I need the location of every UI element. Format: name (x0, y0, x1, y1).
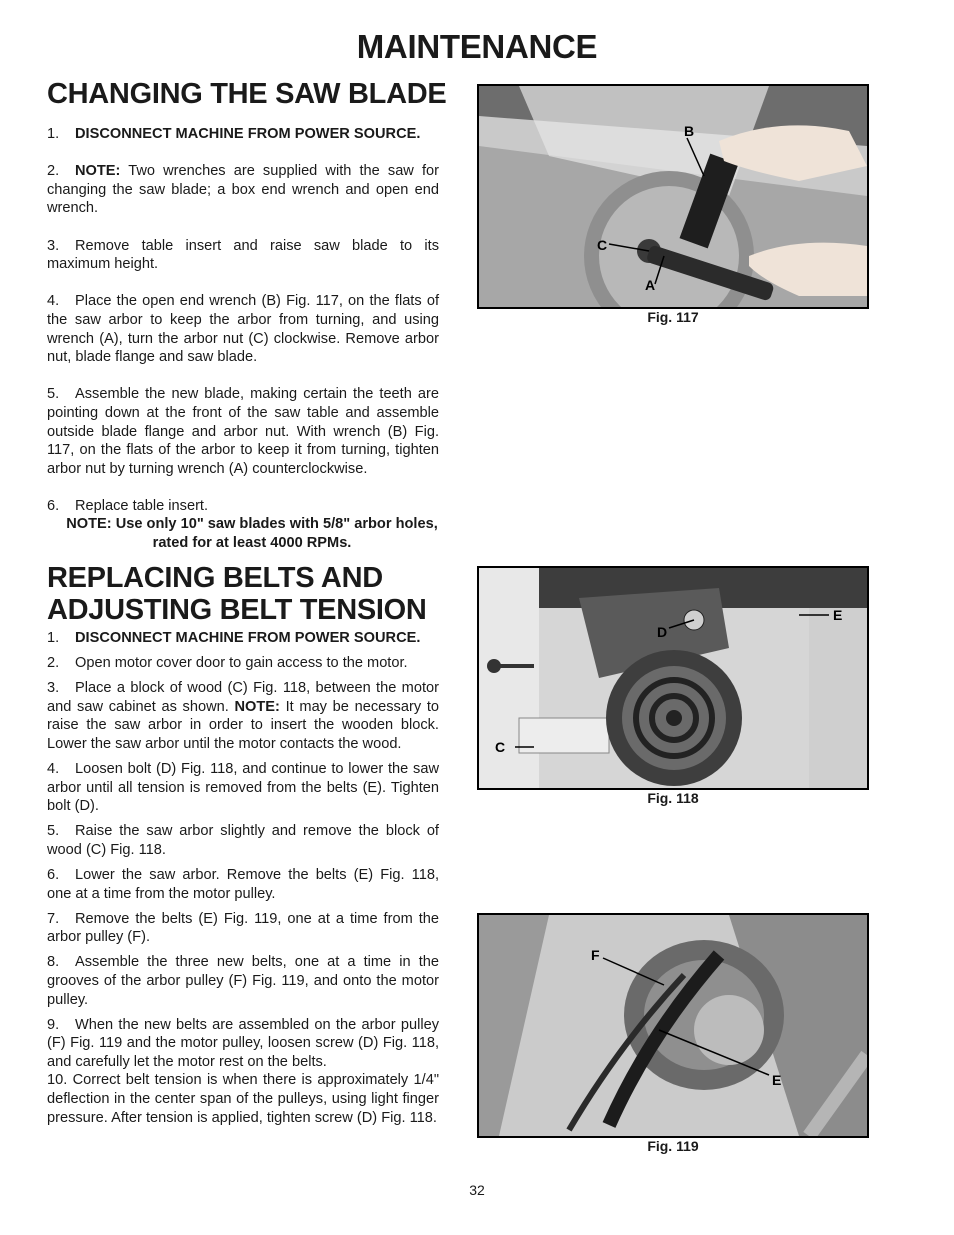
belt-step-8: 8. Assemble the three new belts, one at a time in the grooves of the arbor pulley (F) Fig. 119, and onto the motor pulley. (47, 954, 439, 1008)
page-number: 32 (469, 1182, 485, 1198)
figure-117-caption: Fig. 117 (647, 309, 699, 325)
figure-119-photo (477, 913, 869, 1138)
belt-step-10: 10. Correct belt tension is when there is approximately 1/4" deflection in the center span of the pulleys, using light finger pressure. After tension is applied, tighten screw (D) Fig. 118. (47, 1072, 439, 1126)
belt-step-2: 2. Open motor cover door to gain access to the motor. (47, 655, 408, 672)
page-title: MAINTENANCE (356, 28, 598, 65)
callout-b: B (684, 123, 695, 139)
belt-step-3: 3. Place a block of wood (C) Fig. 118, between the motor and saw cabinet as shown. NOTE: It may be necessary to raise the saw arbor in order to insert the wooden block. Lower the saw arbor until the motor contacts the wood. (47, 680, 439, 752)
saw-step-4: 4. Place the open end wrench (B) Fig. 117, on the flats of the saw arbor to keep the arbor from turning, and using wrench (A), turn the arbor nut (C) clockwise. Remove arbor nut, blade flange and saw blade. (47, 293, 439, 366)
saw-step-5: 5. Assemble the new blade, making certain the teeth are pointing down at the front of the saw table and assemble outside blade flange and arbor nut. With wrench (B) Fig. 117, on the flats of the arbor to keep it from turning, tighten arbor nut by turning wrench (A) counterclockwise. (47, 386, 439, 477)
section-heading-saw-blade: CHANGING THE SAW BLADE (47, 78, 447, 110)
belt-step-9: 9. When the new belts are assembled on the arbor pulley (F) Fig. 119 and the motor pulley, loosen screw (D) Fig. 118, and carefully let the motor rest on the belts. (47, 1016, 439, 1070)
belt-step-7: 7. Remove the belts (E) Fig. 119, one at a time from the arbor pulley (F). (47, 910, 439, 946)
callout-e: E (833, 607, 843, 623)
figure-118-photo (477, 566, 869, 790)
belt-steps (47, 629, 439, 1134)
callout-f: F (591, 947, 600, 963)
saw-step-6: 6. Replace table insert. (47, 497, 209, 514)
belt-step-4: 4. Loosen bolt (D) Fig. 118, and continue to lower the saw arbor until all tension is removed from the belts (E). Tighten bolt (D). (47, 761, 439, 815)
saw-step-3: 3. Remove table insert and raise saw blade to its maximum height. (47, 237, 439, 273)
saw-step-1: 1. DISCONNECT MACHINE FROM POWER SOURCE. (47, 126, 421, 142)
belt-step-6: 6. Lower the saw arbor. Remove the belts (E) Fig. 118, one at a time from the motor pulley. (47, 867, 439, 902)
callout-a: A (645, 277, 656, 293)
callout-c: C (597, 237, 608, 253)
belt-step-1: 1. DISCONNECT MACHINE FROM POWER SOURCE. (47, 630, 421, 646)
figure-117-photo (477, 84, 869, 309)
callout-d: D (657, 624, 668, 640)
figure-119-caption: Fig. 119 (647, 1138, 699, 1154)
figure-118-caption: Fig. 118 (647, 790, 699, 806)
callout-c: C (495, 739, 506, 755)
belt-step-5: 5. Raise the saw arbor slightly and remove the block of wood (C) Fig. 118. (47, 823, 439, 858)
callout-e: E (772, 1072, 782, 1088)
section-heading-belts: REPLACING BELTS AND ADJUSTING BELT TENSION (47, 562, 427, 626)
saw-step-2: 2. NOTE: Two wrenches are supplied with the saw for changing the saw blade; a box end wrench and open end wrench. (47, 163, 439, 217)
saw-blade-note: NOTE: Use only 10" saw blades with 5/8" arbor holes, rated for at least 4000 RPMs. (66, 516, 438, 552)
saw-blade-steps (47, 125, 439, 553)
